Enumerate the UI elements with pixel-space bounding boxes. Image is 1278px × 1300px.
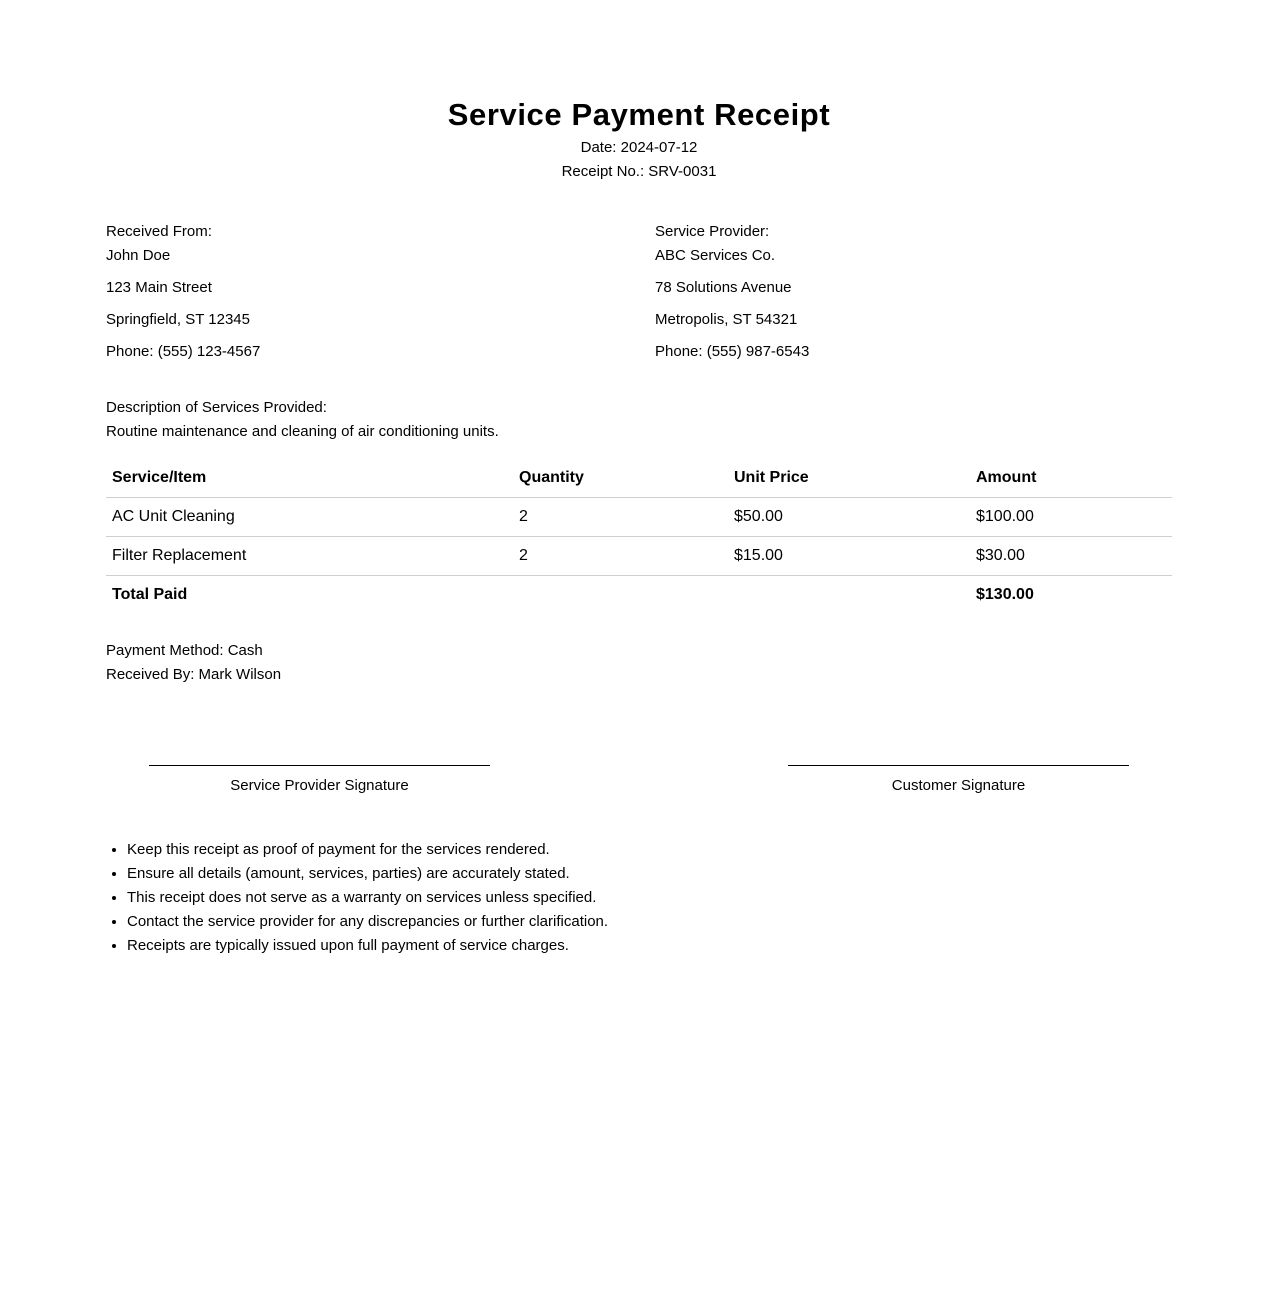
table-header-row: [106, 459, 1172, 498]
table-row: [106, 537, 1172, 576]
column-header-item: Service/Item: [106, 459, 513, 498]
list-item: • This receipt does not serve as a warranty on services unless specified.: [127, 886, 608, 910]
list-item: • Keep this receipt as proof of payment for the services rendered.: [127, 838, 608, 862]
cell-quantity: 2: [513, 498, 728, 537]
received-from-block: [106, 220, 260, 372]
description-label: Description of Services Provided:: [106, 399, 327, 416]
cell-item: Filter Replacement: [106, 537, 513, 576]
cell-item: AC Unit Cleaning: [106, 498, 513, 537]
column-header-unit-price: Unit Price: [728, 459, 970, 498]
cell-quantity: 2: [513, 537, 728, 576]
provider-signature-block: [149, 765, 490, 796]
list-item: • Receipts are typically issued upon full payment of service charges.: [127, 934, 608, 958]
description-text: Routine maintenance and cleaning of air conditioning units.: [106, 423, 499, 440]
receipt-notes: [106, 838, 608, 958]
cell-amount: $30.00: [970, 537, 1172, 576]
provider-signature-line: [149, 765, 490, 766]
total-label: Total Paid: [112, 586, 188, 603]
customer-signature-block: [788, 765, 1129, 796]
customer-name: John Doe: [106, 247, 171, 264]
cell-unit-price: $50.00: [728, 498, 970, 537]
customer-signature-label: Customer Signature: [891, 777, 1026, 794]
receipt-number: Receipt No.: SRV-0031: [561, 163, 717, 180]
cell-unit-price: $15.00: [728, 537, 970, 576]
column-header-quantity: Quantity: [513, 459, 728, 498]
payment-method: Payment Method: Cash: [106, 642, 263, 659]
total-empty-cell: [513, 576, 728, 615]
services-table: [106, 459, 1172, 614]
list-item: • Contact the service provider for any discrepancies or further clarification.: [127, 910, 608, 934]
provider-signature-label: Service Provider Signature: [230, 777, 409, 794]
services-description: [106, 396, 499, 444]
cell-amount: $100.00: [970, 498, 1172, 537]
service-provider-label: Service Provider:: [655, 223, 770, 240]
payment-details: [106, 639, 281, 687]
provider-phone: Phone: (555) 987-6543: [655, 343, 810, 360]
provider-city: Metropolis, ST 54321: [655, 311, 798, 328]
receipt-header: [0, 94, 1278, 184]
provider-name: ABC Services Co.: [655, 247, 776, 264]
receipt-date: Date: 2024-07-12: [580, 139, 698, 156]
total-empty-cell: [728, 576, 970, 615]
customer-city: Springfield, ST 12345: [106, 311, 250, 328]
total-amount: $130.00: [976, 586, 1034, 603]
total-row: [106, 576, 1172, 615]
column-header-amount: Amount: [970, 459, 1172, 498]
customer-signature-line: [788, 765, 1129, 766]
page-title: Service Payment Receipt: [447, 97, 831, 132]
service-provider-block: [655, 220, 809, 372]
received-by: Received By: Mark Wilson: [106, 666, 282, 683]
table-row: [106, 498, 1172, 537]
list-item: • Ensure all details (amount, services, parties) are accurately stated.: [127, 862, 608, 886]
customer-phone: Phone: (555) 123-4567: [106, 343, 261, 360]
provider-street: 78 Solutions Avenue: [655, 279, 792, 296]
customer-street: 123 Main Street: [106, 279, 212, 296]
received-from-label: Received From:: [106, 223, 212, 240]
